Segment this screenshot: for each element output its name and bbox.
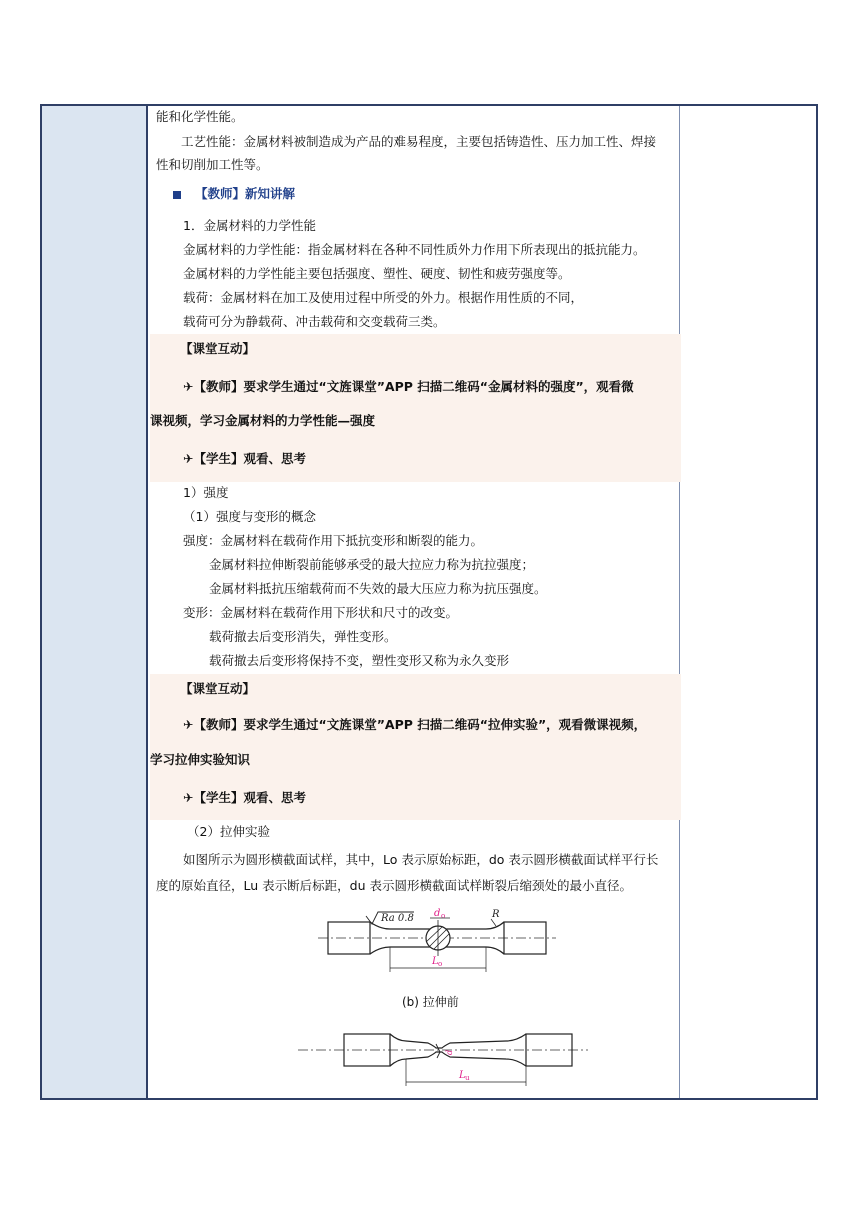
text-line: 能和化学性能。	[156, 109, 244, 124]
classroom-interaction-box	[150, 674, 681, 820]
du-label: d	[445, 1049, 454, 1055]
text-line: （1）强度与变形的概念	[183, 509, 316, 524]
specimen-after-diagram	[294, 1022, 594, 1090]
text-line: 1．金属材料的力学性能	[183, 218, 316, 233]
lesson-table	[40, 104, 818, 1100]
text-line: 金属材料抵抗压缩载荷而不失效的最大压应力称为抗压强度。	[209, 581, 547, 596]
square-bullet-icon	[173, 191, 181, 199]
l0-label: L	[432, 956, 439, 967]
text-line: 载荷撤去后变形消失，弹性变形。	[209, 629, 397, 644]
classroom-interaction-box	[150, 334, 681, 482]
box-line: ✈【学生】观看、思考	[183, 451, 306, 466]
text-line: 载荷：金属材料在加工及使用过程中所受的外力。根据作用性质的不同，	[183, 290, 584, 305]
text-line: 载荷撤去后变形将保持不变，塑性变形又称为永久变形	[209, 653, 510, 668]
lu-label: L	[459, 1070, 466, 1081]
lu-sub: u	[465, 1074, 470, 1082]
text-line: 度的原始直径，Lu 表示断后标距，du 表示圆形横截面试样断裂后缩颈处的最小直径。	[156, 878, 632, 893]
box-line: 课视频，学习金属材料的力学性能—强度	[150, 413, 376, 428]
text-line: 1）强度	[183, 485, 229, 500]
text-line: （2）拉伸实验	[187, 824, 270, 839]
d0-sub: o	[441, 912, 446, 920]
text-line: 性和切削加工性等。	[156, 157, 269, 172]
figure-caption: (b) 拉伸前	[402, 995, 459, 1009]
box-line: ✈【教师】要求学生通过“文旌课堂”APP 扫描二维码“金属材料的强度”，观看微	[183, 379, 634, 394]
l0-sub: o	[438, 960, 443, 968]
content-cell	[150, 106, 681, 1098]
text-line: 载荷可分为静载荷、冲击载荷和交变载荷三类。	[183, 314, 446, 329]
text-line: 变形：金属材料在载荷作用下形状和尺寸的改变。	[183, 605, 459, 620]
box-title: 【课堂互动】	[180, 681, 256, 696]
text-line: 工艺性能：金属材料被制造成为产品的难易程度，主要包括铸造性、压力加工性、焊接	[181, 134, 657, 149]
teacher-section-header: 【教师】新知讲解	[173, 185, 295, 203]
right-column	[679, 106, 816, 1098]
left-column	[42, 106, 148, 1098]
d0-label: d	[434, 908, 441, 919]
text-line: 如图所示为圆形横截面试样，其中，Lo 表示原始标距，do 表示圆形横截面试样平行长	[183, 852, 659, 867]
box-title: 【课堂互动】	[180, 341, 256, 356]
text-line: 金属材料拉伸断裂前能够承受的最大拉应力称为抗拉强度；	[209, 557, 535, 572]
text-line: 强度：金属材料在载荷作用下抵抗变形和断裂的能力。	[183, 533, 484, 548]
text-line: 金属材料的力学性能：指金属材料在各种不同性质外力作用下所表现出的抵抗能力。	[183, 242, 646, 257]
radius-label: R	[492, 909, 500, 920]
text-line: 金属材料的力学性能主要包括强度、塑性、硬度、韧性和疲劳强度等。	[183, 266, 571, 281]
box-line: 学习拉伸实验知识	[150, 752, 251, 767]
box-line: ✈【学生】观看、思考	[183, 790, 306, 805]
box-line: ✈【教师】要求学生通过“文旌课堂”APP 扫描二维码“拉伸实验”，观看微课视频，	[183, 717, 647, 732]
roughness-label: Ra 0.8	[381, 913, 414, 924]
specimen-before-diagram	[310, 902, 562, 974]
